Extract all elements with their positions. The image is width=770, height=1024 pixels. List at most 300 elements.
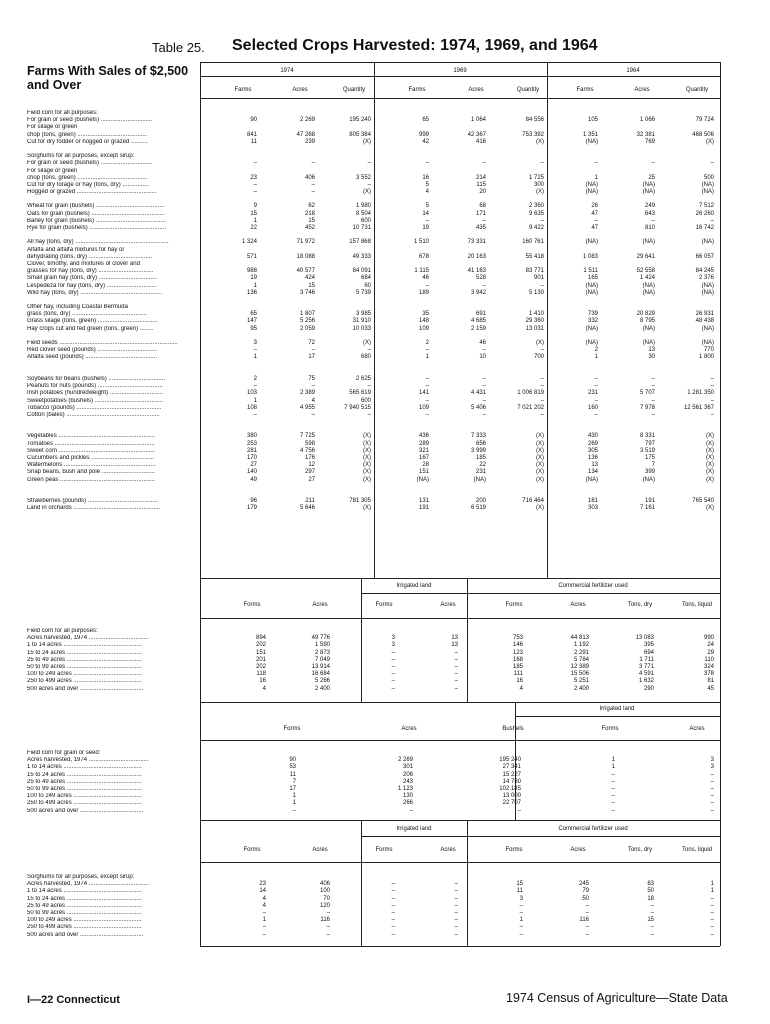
cell-value: (X) [536,440,544,447]
cell-value: 15 [308,282,315,289]
cell-value: 102 185 [499,785,521,792]
cell-value: 5 406 [470,404,486,411]
cell-value: 3 746 [299,289,315,296]
row-label: Sorghums for all purposes, except sirup: [27,874,135,880]
cell-value: 18 088 [296,253,315,260]
table-row [27,881,727,888]
cell-value: 103 [246,390,257,397]
cell-value: 71 972 [296,239,315,246]
cell-value: – [391,931,395,938]
cell-value: 753 [512,635,523,642]
cell-value: 13 [451,642,458,649]
row-label: For silage or green [27,124,78,131]
row-label: Alfalfa and alfalfa mixtures for hay or [27,246,125,253]
cell-value: 1 192 [573,642,589,649]
cell-value: (X) [363,433,371,440]
table-row [27,268,727,275]
cell-value: 231 [587,390,598,397]
cell-value: 26 [591,203,598,210]
table-row [27,311,727,318]
cell-value: (X) [536,505,544,512]
cell-value: – [367,181,371,188]
table-row [27,441,727,448]
cell-value: (NA) [642,282,655,289]
cell-value: 600 [360,397,371,404]
cell-value: – [540,375,544,382]
cell-value: – [710,909,714,916]
cell-value: 2 376 [698,275,714,282]
table-row [27,505,727,512]
row-label: All hay (tons, dry) ........................................................ [27,239,169,246]
column-header: Quantity [342,87,366,93]
cell-value: 999 [418,131,429,138]
cell-value: 115 [476,181,486,188]
cell-value: 16 [516,678,523,685]
row-label: Rye for grain (bushels) .............................................. [27,225,167,231]
column-header: Farms [408,87,426,93]
cell-value: 18 [647,895,654,902]
row-label: 15 to 24 acres ............................................. [27,649,142,656]
cell-value: 84 091 [352,268,371,275]
cell-value: – [710,785,714,792]
cell-value: 300 [533,181,544,188]
cell-value: 17 [308,354,315,361]
cell-value: (X) [536,476,544,483]
table-row [27,757,727,764]
cell-value: 739 [587,311,598,318]
cell-value: – [311,411,315,418]
cell-value: 1 064 [470,117,486,124]
column-header: Tons, dry [627,602,653,608]
cell-value: – [482,411,486,418]
row-label: Alfalfa seed (pounds) ........................................... [27,354,158,361]
cell-value: 175 [644,455,655,461]
cell-value: – [482,347,486,354]
cell-value: 141 [418,390,429,397]
cell-value: 19 [422,225,429,231]
table-row [27,297,727,304]
cell-value: 9 [253,203,257,210]
cell-value: – [651,375,655,382]
cell-value: 109 [418,404,429,411]
table-row [27,491,727,498]
cell-value: 40 577 [296,268,315,275]
cell-value: 66 057 [695,253,714,260]
row-label: For grain or seed (bushels) ............................... [27,117,153,124]
table-row [27,469,727,476]
cell-value: – [594,217,598,224]
table-row [27,369,727,376]
cell-value: 13 083 [635,635,654,642]
cell-value: 161 [587,498,598,505]
cell-value: 3 [391,642,395,649]
cell-value: 108 [246,404,257,411]
cell-value: 694 [643,649,654,656]
cell-value: 62 [308,203,315,210]
cell-value: 15 [250,210,257,217]
cell-value: 79 724 [695,117,714,124]
cell-value: 500 [703,174,714,181]
cell-value: – [519,902,523,909]
cell-value: – [585,909,589,916]
cell-value: 3 552 [355,174,371,181]
cell-value: – [262,931,266,938]
cell-value: 1 725 [528,174,544,181]
cell-value: – [710,931,714,938]
cell-value: 1 [710,888,714,895]
cell-value: 167 [418,455,429,461]
cell-value: – [482,217,486,224]
cell-value: 16 [422,174,429,181]
cell-value: (NA) [642,181,655,188]
cell-value: 22 707 [502,800,521,807]
cell-value: 2 400 [573,685,589,692]
cell-value: 1 [611,764,615,771]
cell-value: – [540,282,544,289]
cell-value: – [611,807,615,814]
row-label: Lespedeza for hay (tons, dry) .............................. [27,282,157,289]
cell-value: 202 [255,663,266,670]
table-row [27,650,727,657]
cell-value: 253 [246,440,257,447]
column-header: Acres [401,726,417,732]
cell-value: 399 [644,469,655,476]
cell-value: 46 [479,340,486,346]
column-header: Acres [440,847,456,853]
cell-value: 11 [516,888,523,895]
cell-value: 15 [308,217,315,224]
page-title: Selected Crops Harvested: 1974, 1969, and 1964 [232,37,598,54]
cell-value: 769 [644,138,655,145]
cell-value: 239 [304,138,315,145]
cell-value: 1 807 [299,311,315,318]
row-label: 500 acres and over ...................................... [27,931,144,938]
cell-value: (NA) [642,239,655,246]
row-label: Clover, timothy, and mixtures of clover and [27,260,140,267]
row-label: Small grain hay (tons, dry) ................................... [27,275,158,282]
row-label: Land in orchards .................................................... [27,505,161,512]
cell-value: 901 [533,275,544,282]
cell-value: 245 [578,881,589,888]
row-label: 1 to 14 acres ............................................... [27,764,142,771]
cell-value: – [594,160,598,167]
cell-value: 1 [253,217,257,224]
cell-value: 2 625 [355,375,371,382]
cell-value: 406 [319,881,330,888]
cell-value: – [454,917,458,924]
cell-value: – [454,649,458,656]
cell-value: (NA) [701,340,714,346]
cell-value: – [454,671,458,678]
cell-value: – [651,217,655,224]
column-header: Forms [375,847,393,853]
cell-value: – [292,807,296,814]
table-row [27,247,727,254]
row-label: Acres harvested, 1974 .................................... [27,881,149,888]
row-label: 15 to 24 acres ............................................. [27,771,142,778]
row-label: dehydrating (tons, dry) ...................................... [27,253,153,260]
column-header: Acres [312,602,328,608]
cell-value: 171 [475,210,486,217]
cell-value: – [454,924,458,931]
cell-value: 29 [707,649,714,656]
cell-value: 1 [594,354,598,361]
cell-value: 301 [402,764,413,771]
cell-value: – [517,807,521,814]
cell-value: 15 506 [570,671,589,678]
cell-value: (NA) [642,340,655,346]
cell-value: 176 [304,455,315,461]
cell-value: 810 [644,225,655,231]
cell-value: – [391,663,395,670]
column-header: Irrigated land [396,826,432,832]
table-row [27,254,727,261]
row-label: Sorghums for all purposes, except sirup: [27,153,135,160]
cell-value: 111 [513,671,523,678]
cell-value: 1 980 [355,203,371,210]
cell-value: 22 [250,225,257,231]
cell-value: 2 [253,375,257,382]
cell-value: – [710,217,714,224]
cell-value: 1 410 [528,311,544,318]
cell-value: – [391,678,395,685]
row-label: Acres harvested, 1974 .................................... [27,757,149,764]
cell-value: 781 305 [349,498,371,505]
table-row [27,924,727,931]
cell-value: (X) [363,469,371,476]
table-label: Table 25. [152,40,205,55]
cell-value: 7 512 [698,203,714,210]
cell-value: 49 776 [311,635,330,642]
cell-value: (NA) [585,340,598,346]
table-row [27,462,727,469]
table-row [27,239,727,246]
column-header: Tons, liquid [681,847,713,853]
cell-value: 8 795 [639,318,655,325]
cell-value: – [482,375,486,382]
table-row [27,764,727,771]
column-header: Irrigated land [599,706,635,712]
cell-value: 2 389 [299,390,315,397]
cell-value: – [253,160,257,167]
cell-value: – [611,771,615,778]
cell-value: (NA) [701,289,714,296]
cell-value: 4 [425,189,429,196]
cell-value: (NA) [701,282,714,289]
row-label: Field corn for all purposes: [27,628,98,634]
table-row [27,225,727,232]
cell-value: 3 [391,635,395,642]
cell-value: 700 [533,354,544,361]
row-label: For grain or seed (bushels) ............................... [27,160,153,167]
table-row [27,686,727,693]
cell-value: – [454,895,458,902]
cell-value: (X) [706,462,714,469]
cell-value: 5 256 [299,318,315,325]
cell-value: 7 [292,778,296,785]
cell-value: (X) [536,447,544,454]
cell-value: 26 260 [695,210,714,217]
column-header: Tons, dry [627,847,653,853]
cell-value: – [425,217,429,224]
table-row [27,218,727,225]
cell-value: 200 [475,498,486,505]
cell-value: 147 [246,318,257,325]
column-header: Forms [243,602,261,608]
table-row [27,932,727,939]
cell-value: (NA) [642,289,655,296]
cell-value: 5 707 [639,390,655,397]
cell-value: 452 [304,225,315,231]
cell-value: 5 251 [573,678,589,685]
table-row [27,910,727,917]
cell-value: 2 400 [314,685,330,692]
cell-value: 95 [250,325,257,332]
cell-value: – [710,895,714,902]
cell-value: 13 914 [311,663,330,670]
cell-value: 680 [360,354,371,361]
cell-value: 435 [475,225,486,231]
row-label: Cucumbers and pickles ...................................... [27,455,155,461]
cell-value: 4 756 [299,447,315,454]
cell-value: 990 [703,635,714,642]
table-row [27,448,727,455]
row-label: Green peas ......................................................... [27,476,156,483]
cell-value: – [594,375,598,382]
cell-value: – [650,931,654,938]
row-label: 50 to 99 acres ............................................. [27,909,142,916]
cell-value: (NA) [642,325,655,332]
cell-value: – [540,411,544,418]
row-label: 25 to 49 acres ............................................. [27,778,142,785]
cell-value: 1 711 [639,656,654,663]
cell-value: (X) [363,340,371,346]
cell-value: 23 [250,174,257,181]
cell-value: 160 761 [522,239,544,246]
cell-value: 797 [644,440,655,447]
cell-value: 31 910 [352,318,371,325]
cell-value: 303 [587,505,598,512]
cell-value: – [519,924,523,931]
row-label: Hogged or grazed ................................................ [27,189,157,196]
table-row [27,326,727,333]
cell-value: 134 [587,469,598,476]
cell-value: 3 519 [639,447,655,454]
table-row [27,419,727,426]
cell-value: 35 [422,311,429,318]
table-row [27,383,727,390]
cell-value: 4 431 [470,390,486,397]
cell-value: 249 [644,203,655,210]
table-row [27,772,727,779]
cell-value: 691 [475,311,486,318]
table-row [27,347,727,354]
table-row [27,455,727,462]
cell-value: 218 [304,210,315,217]
cell-value: 1 510 [413,239,429,246]
cell-value: 4 [311,397,315,404]
cell-value: – [482,160,486,167]
footer-page-label: I—22 Connecticut [27,994,120,1006]
cell-value: 84 556 [525,117,544,124]
cell-value: (NA) [585,476,598,483]
cell-value: – [391,895,395,902]
cell-value: 5 266 [314,678,330,685]
cell-value: 11 [250,138,257,145]
cell-value: 3 999 [470,447,486,454]
cell-value: 468 506 [692,131,714,138]
table-row [27,232,727,239]
cell-value: 48 438 [695,318,714,325]
cell-value: – [391,909,395,916]
row-label: Sweetpotatoes (bushels) ......................................... [27,397,164,404]
cell-value: 12 [308,462,315,469]
cell-value: 416 [475,138,486,145]
column-header: Acres [570,602,586,608]
footer-publication: 1974 Census of Agriculture—State Data [506,991,728,1005]
table-row [27,340,727,347]
cell-value: 305 [587,447,598,454]
cell-value: 90 [250,117,257,124]
cell-value: – [454,663,458,670]
cell-value: – [391,888,395,895]
table-row [27,110,727,117]
row-label: Other hay, including Coastal Bermuda [27,304,128,311]
cell-value: 52 558 [636,268,655,275]
cell-value: 110 [704,656,714,663]
cell-value: 19 [250,275,257,282]
cell-value: 53 [289,764,296,771]
cell-value: – [710,375,714,382]
column-header: Quantity [516,87,540,93]
cell-value: 281 [246,447,257,454]
cell-value: (X) [536,469,544,476]
row-label: Field seeds ....................................................................... [27,340,178,346]
row-label: 50 to 99 acres ............................................. [27,663,142,670]
cell-value: – [454,685,458,692]
cell-value: 2 [425,340,429,346]
cell-value: (X) [536,433,544,440]
cell-value: 170 [246,455,257,461]
cell-value: 202 [255,642,266,649]
cell-value: (X) [536,340,544,346]
cell-value: 15 [647,917,654,924]
row-label: 100 to 249 acres ......................................... [27,671,142,678]
cell-value: 1 632 [638,678,654,685]
cell-value: 45 [707,685,714,692]
cell-value: 1 324 [241,239,257,246]
cell-value: 3 [710,764,714,771]
cell-value: 7 940 515 [344,404,371,411]
table-row [27,750,727,757]
cell-value: 151 [255,649,266,656]
cell-value: 2 159 [470,325,486,332]
cell-value: – [594,397,598,404]
row-label: 15 to 24 acres ............................................. [27,895,142,902]
cell-value: 656 [475,440,486,447]
cell-value: – [253,411,257,418]
cell-value: 988 [246,268,257,275]
column-header: Forms [505,847,523,853]
cell-value: 27 341 [502,764,521,771]
cell-value: (NA) [701,189,714,196]
cell-value: – [482,397,486,404]
table-row [27,896,727,903]
cell-value: 116 [320,917,330,924]
cell-value: – [710,924,714,931]
cell-value: 27 [250,462,257,469]
cell-value: 7 978 [639,404,655,411]
